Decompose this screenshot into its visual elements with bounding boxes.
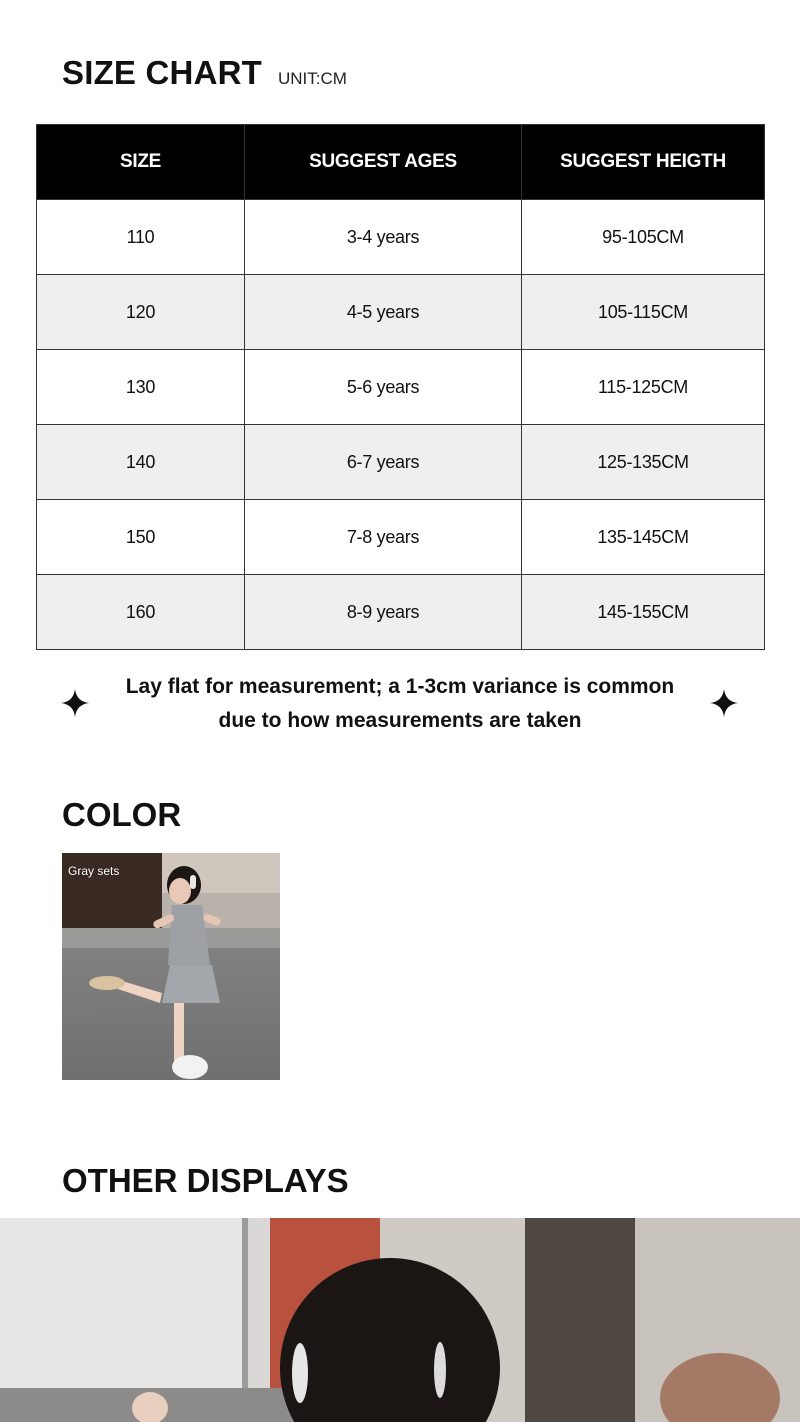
cell-size: 120 — [37, 275, 245, 350]
cell-height: 135-145CM — [522, 500, 765, 575]
table-row — [37, 350, 765, 425]
size-chart-heading — [62, 54, 347, 92]
cell-size: 150 — [37, 500, 245, 575]
color-section-title: COLOR — [62, 796, 182, 833]
table-row — [37, 275, 765, 350]
measurement-note — [100, 670, 700, 738]
sparkle-icon — [60, 688, 90, 718]
cell-size: 110 — [37, 200, 245, 275]
cell-ages: 6-7 years — [245, 425, 522, 500]
column-header-size: SIZE — [37, 125, 245, 200]
cell-height: 115-125CM — [522, 350, 765, 425]
column-header-ages: SUGGEST AGES — [245, 125, 522, 200]
lifestyle-photo — [0, 1218, 800, 1422]
cell-height: 95-105CM — [522, 200, 765, 275]
cell-size: 160 — [37, 575, 245, 650]
size-table — [36, 124, 765, 650]
display-photo — [0, 1218, 800, 1422]
sparkle-icon — [709, 688, 739, 718]
cell-ages: 5-6 years — [245, 350, 522, 425]
cell-size: 130 — [37, 350, 245, 425]
cell-ages: 4-5 years — [245, 275, 522, 350]
column-header-height: SUGGEST HEIGTH — [522, 125, 765, 200]
table-row — [37, 200, 765, 275]
measurement-note-line2: due to how measurements are taken — [218, 709, 582, 732]
cell-height: 145-155CM — [522, 575, 765, 650]
color-swatch-gray[interactable] — [62, 853, 280, 1080]
cell-ages: 3-4 years — [245, 200, 522, 275]
other-displays-title: OTHER DISPLAYS — [62, 1162, 349, 1199]
cell-ages: 8-9 years — [245, 575, 522, 650]
size-chart-title: SIZE CHART — [62, 54, 262, 91]
measurement-note-line1: Lay flat for measurement; a 1-3cm variance is common — [125, 675, 675, 698]
cell-height: 125-135CM — [522, 425, 765, 500]
size-chart-unit: UNIT:CM — [278, 69, 347, 88]
swatch-label: Gray sets — [68, 864, 120, 878]
table-row — [37, 425, 765, 500]
cell-size: 140 — [37, 425, 245, 500]
table-row — [37, 500, 765, 575]
table-header-row — [37, 125, 765, 200]
cell-height: 105-115CM — [522, 275, 765, 350]
table-row — [37, 575, 765, 650]
cell-ages: 7-8 years — [245, 500, 522, 575]
product-photo — [62, 853, 280, 1080]
